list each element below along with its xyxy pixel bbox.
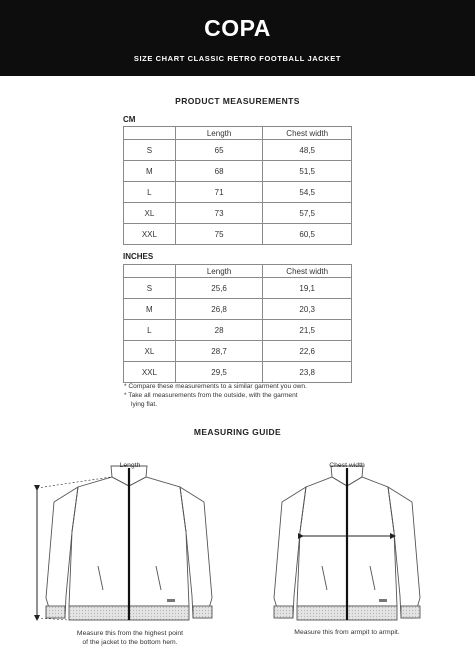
note-line: * Take all measurements from the outside, with the garment — [124, 392, 298, 399]
cm-unit-label: CM — [123, 115, 136, 124]
chest-cell: 57,5 — [263, 203, 352, 224]
right-cuff — [193, 606, 212, 618]
caption-line: of the jacket to the bottom hem. — [82, 639, 178, 646]
caption-line: Measure this from the highest point — [76, 630, 184, 637]
left-cuff — [274, 606, 293, 618]
chest-cell: 19,1 — [263, 278, 352, 299]
brand-tag — [379, 599, 387, 602]
size-cell: XL — [124, 341, 176, 362]
chest-cell: 54,5 — [263, 182, 352, 203]
size-cell: XXL — [124, 362, 176, 383]
size-cell: XXL — [124, 224, 176, 245]
brand-logo: COPA — [204, 15, 271, 41]
length-label: Length — [119, 462, 141, 469]
length-cell: 28,7 — [175, 341, 263, 362]
chest-cell: 22,6 — [263, 341, 352, 362]
chest-cell: 21,5 — [263, 320, 352, 341]
jacket-right-drawing — [274, 466, 420, 620]
right-cuff — [401, 606, 420, 618]
chest-cell: 48,5 — [263, 140, 352, 161]
column-header-length: Length — [175, 127, 263, 140]
size-cell: XL — [124, 203, 176, 224]
measuring-guide-title: MEASURING GUIDE — [193, 427, 282, 437]
size-cell: L — [124, 320, 176, 341]
size-cell: S — [124, 140, 176, 161]
length-cell: 65 — [175, 140, 263, 161]
chest-cell: 60,5 — [263, 224, 352, 245]
chest-cell: 20,3 — [263, 299, 352, 320]
chest-cell: 23,8 — [263, 362, 352, 383]
page-subtitle: SIZE CHART CLASSIC RETRO FOOTBALL JACKET — [133, 54, 342, 63]
size-cell: L — [124, 182, 176, 203]
length-cell: 68 — [175, 161, 263, 182]
length-cell: 73 — [175, 203, 263, 224]
size-cell: M — [124, 161, 176, 182]
length-cell: 28 — [175, 320, 263, 341]
inches-unit-label: INCHES — [123, 252, 154, 261]
chest-width-label: Chest width — [329, 462, 365, 469]
chest-cell: 51,5 — [263, 161, 352, 182]
length-cell: 25,6 — [175, 278, 263, 299]
product-measurements-title: PRODUCT MEASUREMENTS — [175, 96, 300, 106]
size-cell: M — [124, 299, 176, 320]
left-cuff — [46, 606, 65, 618]
length-cell: 26,8 — [175, 299, 263, 320]
note-line: * Compare these measurements to a similar garment you own. — [124, 383, 307, 390]
size-cell: S — [124, 278, 176, 299]
length-cell: 75 — [175, 224, 263, 245]
length-caption — [40, 629, 220, 647]
note-line: lying flat. — [131, 401, 158, 408]
column-header-length: Length — [175, 265, 263, 278]
length-cell: 71 — [175, 182, 263, 203]
length-cell: 29,5 — [175, 362, 263, 383]
brand-tag — [167, 599, 175, 602]
column-header-chest: Chest width — [263, 265, 352, 278]
column-header-chest: Chest width — [263, 127, 352, 140]
chest-caption: Measure this from armpit to armpit. — [294, 629, 400, 636]
jacket-left-drawing — [46, 466, 212, 620]
